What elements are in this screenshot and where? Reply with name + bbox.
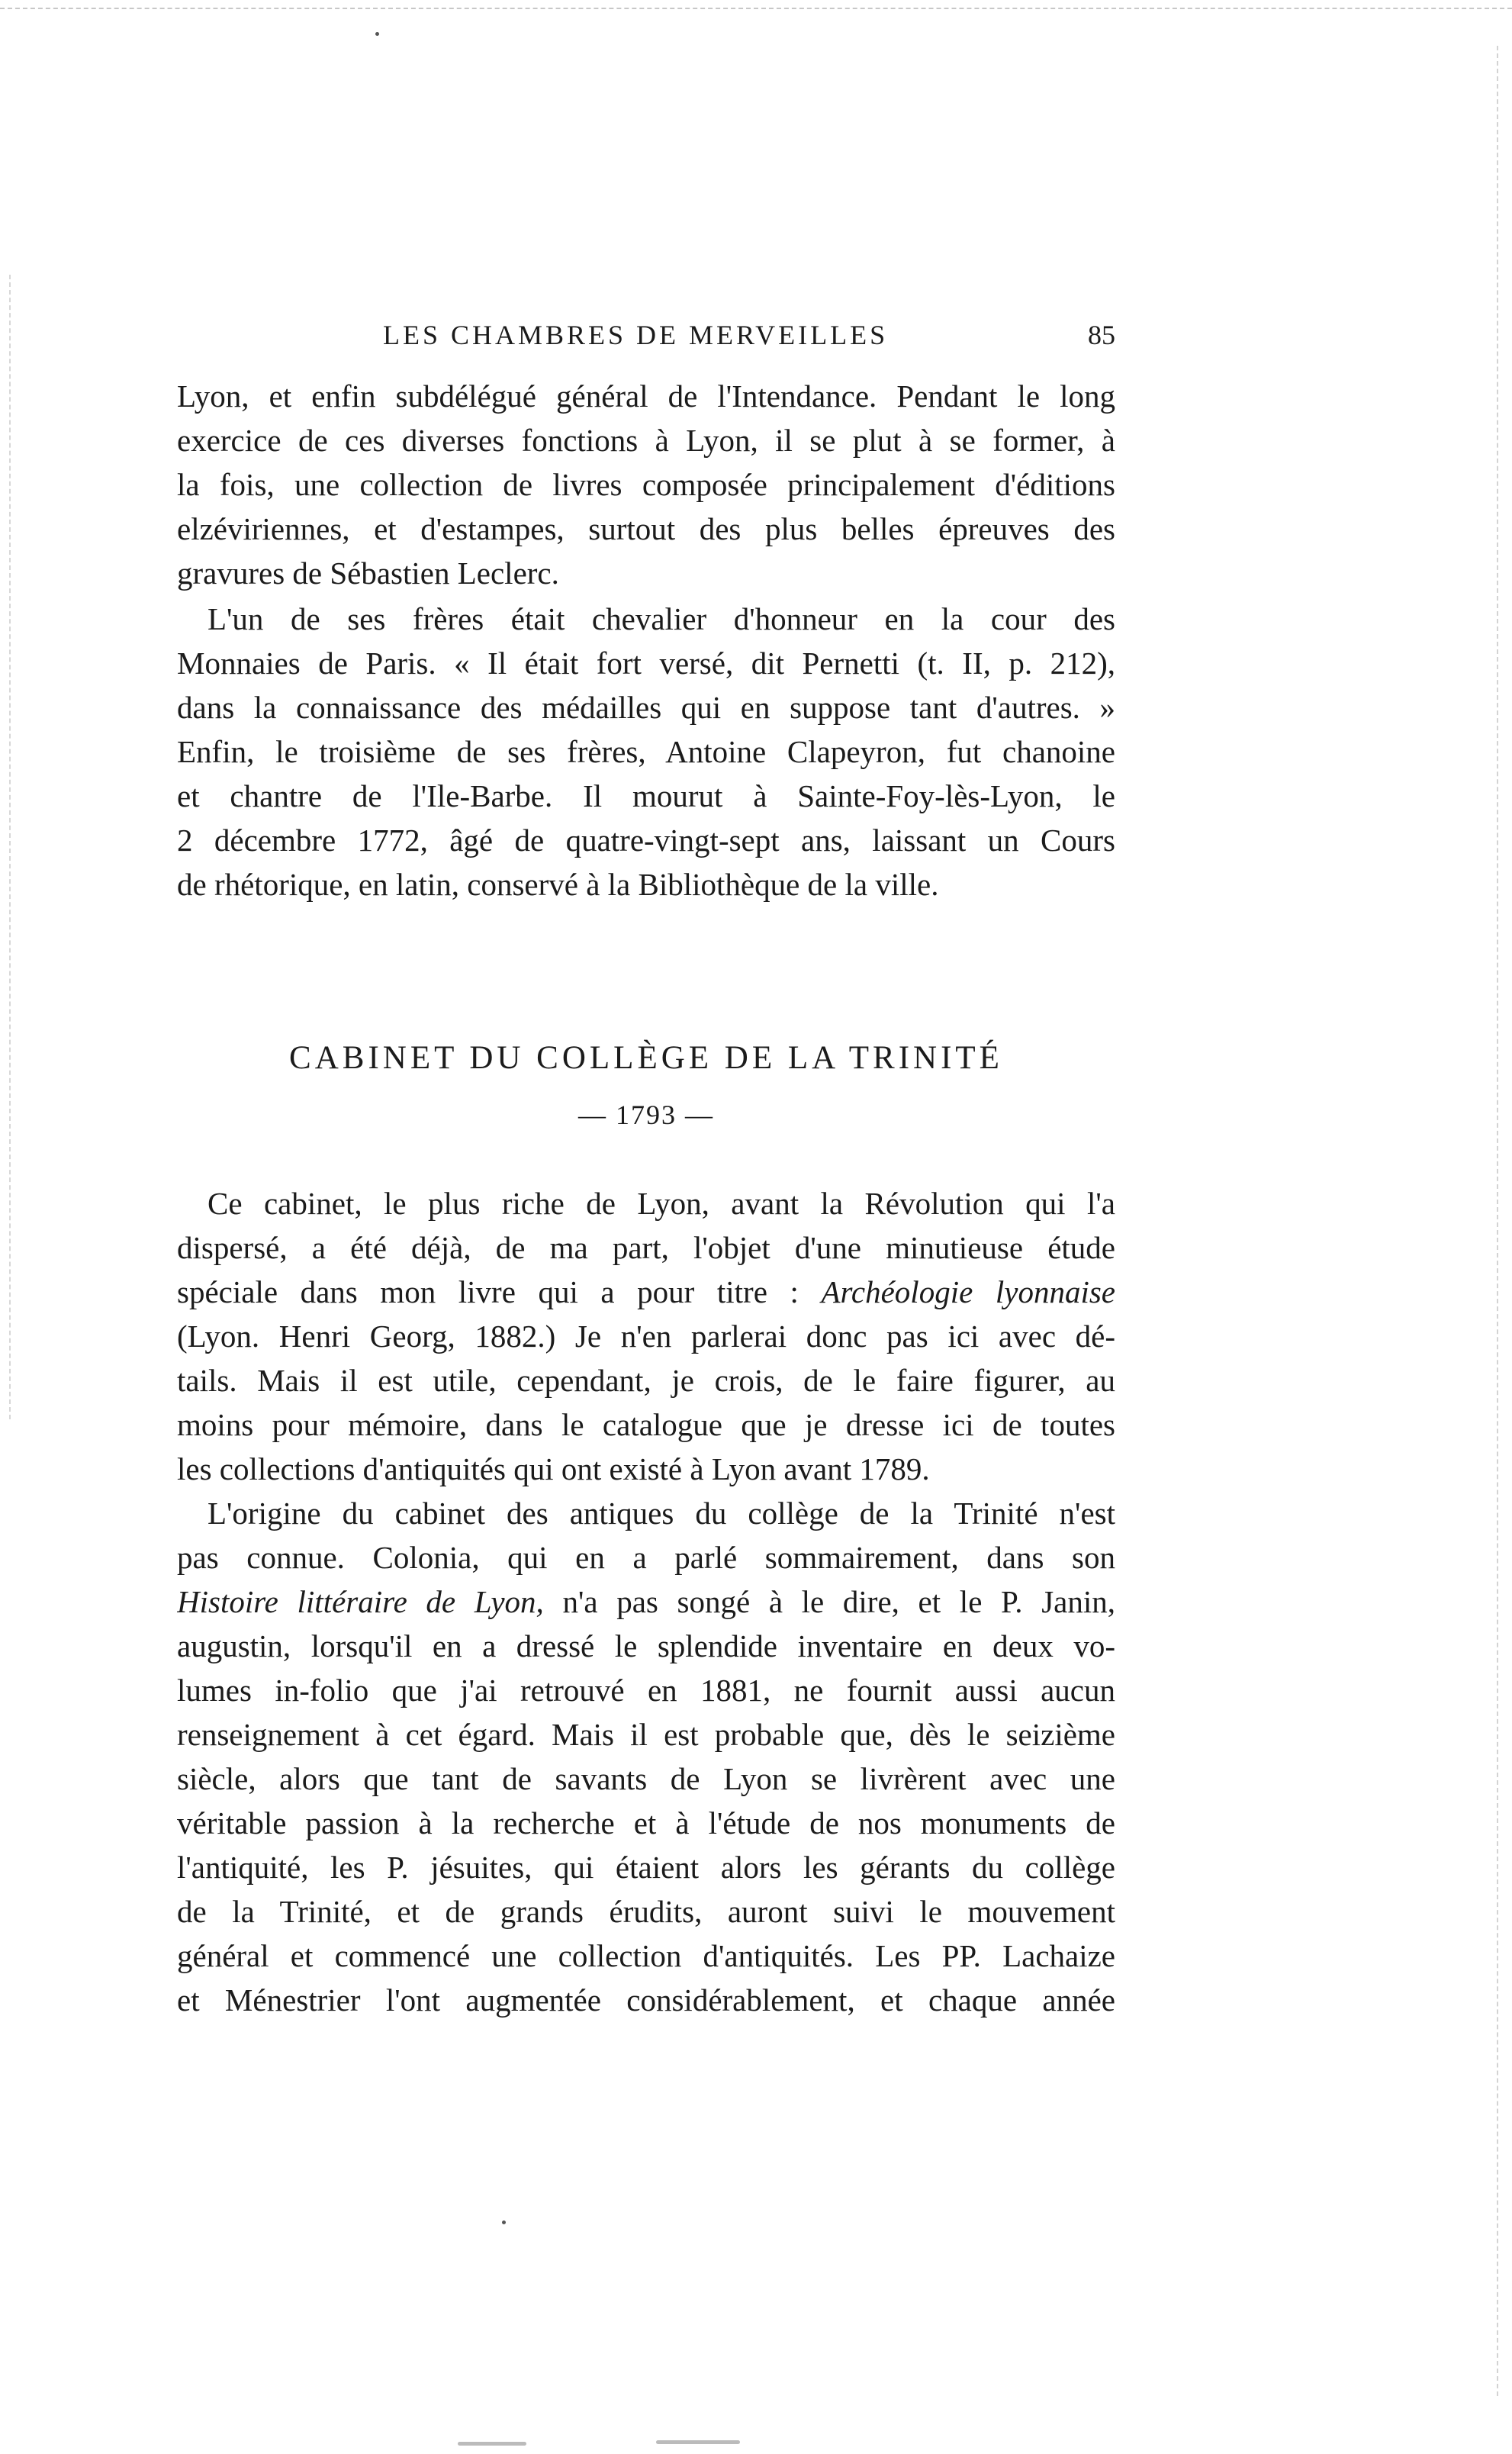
text-line: dans la connaissance des médailles qui en suppose tant d'autres. » [177, 690, 1115, 725]
running-head [177, 319, 1115, 365]
text-line [177, 1270, 1115, 1314]
text-line: exercice de ces diverses fonctions à Lyon, il se plut à se former, à [177, 423, 1115, 458]
text-line: Enfin, le troisième de ses frères, Antoine Clapeyron, fut chanoine [177, 734, 1115, 769]
text-line: L'un de ses frères était chevalier d'honneur en la cour des [207, 601, 1115, 636]
paragraph-brothers [177, 597, 1115, 907]
text-fragment: n'a pas songé à le dire, et le P. Janin, [543, 1584, 1115, 1619]
text-line: de rhétorique, en latin, conservé à la Bibliothèque de la ville. [177, 867, 939, 902]
book-title: Archéologie lyonnaise [821, 1274, 1115, 1309]
text-fragment: spéciale dans mon livre qui a pour titre : [177, 1274, 822, 1309]
text-line: siècle, alors que tant de savants de Lyon se livrèrent avec une [177, 1761, 1115, 1796]
book-title: Histoire littéraire de Lyon, [177, 1584, 544, 1619]
page-number: 85 [1088, 320, 1115, 350]
text-line [177, 1580, 1115, 1624]
text-line: de la Trinité, et de grands érudits, auront suivi le mouvement [177, 1894, 1115, 1929]
text-line: Monnaies de Paris. « Il était fort versé, dit Pernetti (t. II, p. 212), [177, 646, 1115, 681]
scan-smudge [458, 2442, 526, 2446]
text-line: L'origine du cabinet des antiques du collège de la Trinité n'est [207, 1496, 1115, 1531]
text-line: Ce cabinet, le plus riche de Lyon, avant la Révolution qui l'a [207, 1186, 1115, 1221]
text-line: lumes in-folio que j'ai retrouvé en 1881, ne fournit aussi aucun [177, 1673, 1115, 1708]
scan-smudge [656, 2440, 740, 2444]
text-line: elzéviriennes, et d'estampes, surtout des plus belles épreuves des [177, 511, 1115, 546]
text-line: l'antiquité, les P. jésuites, qui étaient alors les gérants du collège [177, 1850, 1115, 1885]
text-line: et Ménestrier l'ont augmentée considérablement, et chaque année [177, 1982, 1115, 2018]
text-line: augustin, lorsqu'il en a dressé le splendide inventaire en deux vo- [177, 1628, 1115, 1663]
text-line: 2 décembre 1772, âgé de quatre-vingt-sept ans, laissant un Cours [177, 823, 1115, 858]
scan-edge-left [9, 275, 11, 1419]
scan-speck [375, 32, 379, 36]
section-date: — 1793 — [578, 1100, 714, 1130]
text-line: pas connue. Colonia, qui en a parlé sommairement, dans son [177, 1540, 1115, 1575]
scan-speck [502, 2221, 506, 2224]
text-line: et chantre de l'Ile-Barbe. Il mourut à Sainte-Foy-lès-Lyon, le [177, 778, 1115, 813]
scan-edge-right [1497, 46, 1498, 2396]
text-line: Lyon, et enfin subdélégué général de l'Intendance. Pendant le long [177, 378, 1115, 414]
paragraph-cabinet-intro [177, 1181, 1115, 1491]
text-line: gravures de Sébastien Leclerc. [177, 556, 559, 591]
scan-edge-top [0, 8, 1512, 9]
section-heading: CABINET DU COLLÈGE DE LA TRINITÉ [289, 1040, 1003, 1076]
text-line: les collections d'antiquités qui ont existé à Lyon avant 1789. [177, 1451, 930, 1486]
text-line: renseignement à cet égard. Mais il est probable que, dès le seizième [177, 1717, 1115, 1752]
text-line: (Lyon. Henri Georg, 1882.) Je n'en parlerai donc pas ici avec dé- [177, 1319, 1115, 1354]
text-line: moins pour mémoire, dans le catalogue que je dresse ici de toutes [177, 1407, 1115, 1442]
running-title: LES CHAMBRES DE MERVEILLES [383, 320, 889, 350]
text-line: la fois, une collection de livres composée principalement d'éditions [177, 467, 1115, 502]
text-line: tails. Mais il est utile, cependant, je crois, de le faire figurer, au [177, 1363, 1115, 1398]
paragraph-continuation [177, 374, 1115, 595]
text-line: dispersé, a été déjà, de ma part, l'objet d'une minutieuse étude [177, 1230, 1115, 1265]
text-line: général et commencé une collection d'antiquités. Les PP. Lachaize [177, 1938, 1115, 1973]
text-line: véritable passion à la recherche et à l'étude de nos monuments de [177, 1805, 1115, 1840]
paragraph-cabinet-origin [177, 1491, 1115, 2022]
